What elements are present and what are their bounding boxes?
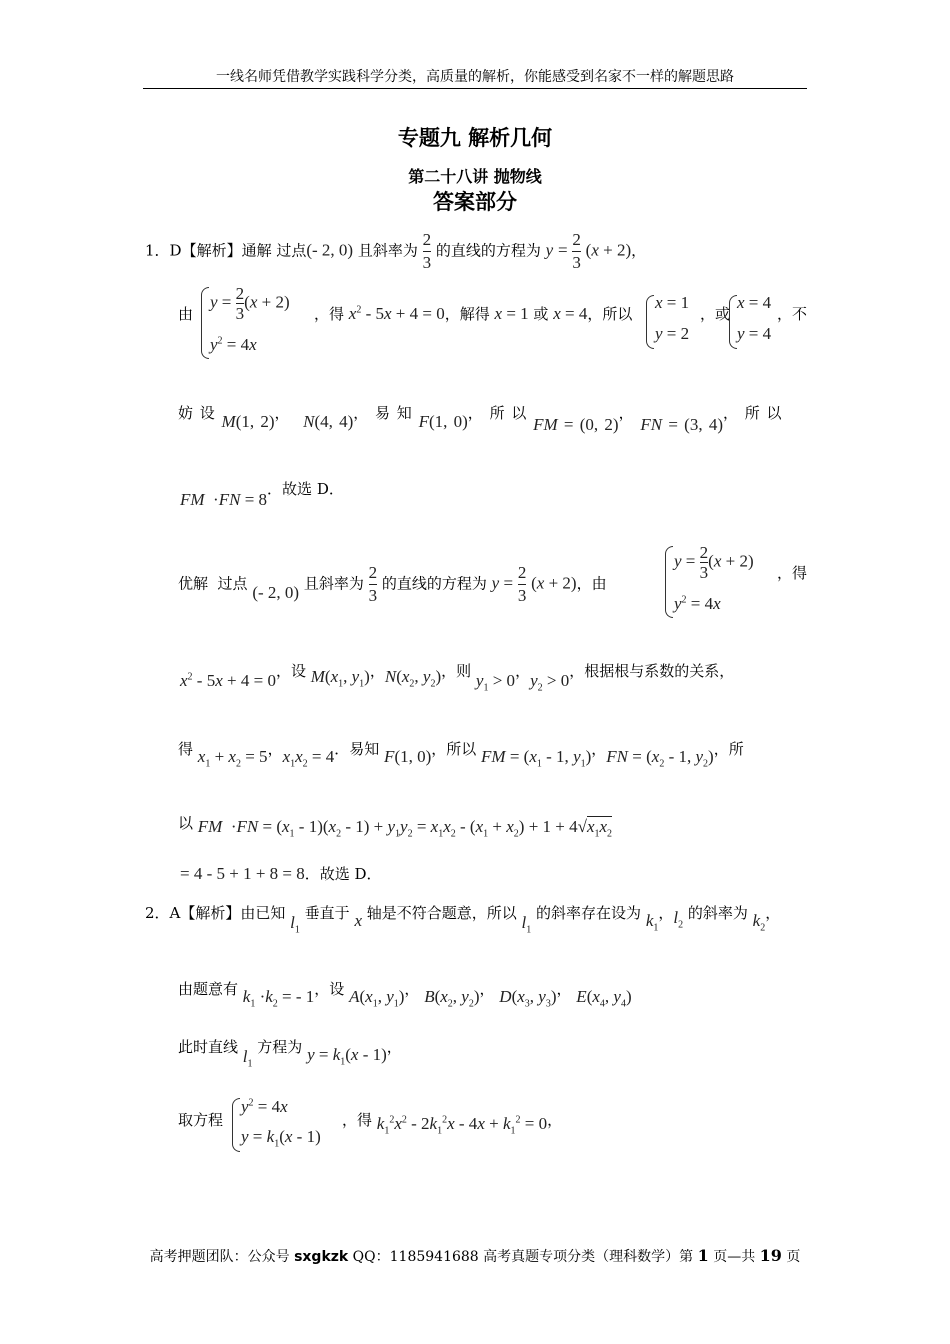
p1-line-2-label: 由 — [178, 305, 194, 323]
p1-not: ，不 — [777, 305, 808, 323]
p1-line-7: 得 $x_1 + x_2 = 5$，$x_1x_2 = 4$．易知 F(1, 0)，所以 FM = ($x_1 - 1$, $y_1$)，FN = ($x_2 - 1$, $y_2$)，所 — [178, 740, 744, 770]
footer-wechat: sxgkzk — [294, 1249, 349, 1265]
p2-system-brace — [232, 1098, 240, 1152]
p1-sol-2a: x = 4 — [737, 293, 772, 312]
footer-team: 高考押题团队：公众号 — [149, 1249, 290, 1265]
answers-title: 答案部分 — [433, 190, 517, 214]
p1-line-2-rest: ，得 $x^2 - 5x + 4 = 0$，解得 x = 1 或 x = 4，所以 — [314, 304, 633, 323]
p1-system-eq1: y = $\frac{2}{3}$ (x + 2) — [210, 284, 290, 323]
p1-system2-brace — [665, 546, 673, 618]
header-banner: 一线名师凭借教学实践科学分类，高质量的解析，你能感受到名家不一样的解题思路 — [216, 69, 734, 85]
p1-line-3: 妨 设 M(1, 2)， N(4, 4)， 易 知 F(1, 0)， 所 以 FM = (0, 2)， FN = (3, 4)， 所 以 — [178, 404, 782, 434]
footer-collection: 高考真题专项分类（理科数学） — [483, 1249, 680, 1265]
p1-line-5: 优解 过点 (- 2, 0) 且斜率为 $\frac{2}{3}$ 的直线的方程为 y = $\frac{2}{3}$ (x + 2)，由 — [178, 563, 607, 605]
p1-sol-2b: y = 4 — [737, 324, 772, 343]
p1-line-4: FM ·FN = 8．故选 D． — [180, 480, 344, 509]
p1-line-8: 以 FM $\cdot FN = (x_1 - 1)(x_2 - 1) + y_1y_2 = x_1x_2 - (x_1 + x_2) + 1 + 4√x_1x_2$ — [178, 814, 613, 840]
header-rule — [143, 88, 807, 89]
topic-title: 专题九 解析几何 — [397, 126, 553, 150]
p2-line-4-label: 取方程 — [178, 1111, 224, 1129]
footer-page-prefix: 第 — [679, 1249, 694, 1265]
p2-line-1: 2．A【解析】由已知 $l_1$ 垂直于 x 轴是不符合题意，所以 $l_1$ 的斜率存在设为 $k_1$，$l_2$ 的斜率为 $k_2$， — [145, 904, 781, 936]
p2-line-2: 由题意有 $k_1 \cdot k_2$ = - 1，设 $A(x_1$, $y_1$)， $B(x_2$, $y_2$)， $D(x_3$, $y_3$)， $E(x_4$, $y_4$) — [178, 980, 632, 1010]
footer-qq: 1185941688 — [389, 1249, 479, 1265]
footer-page-total: 19 — [759, 1246, 782, 1265]
p2-system-eq2: $y = k_1(x - 1)$ — [241, 1127, 321, 1150]
p1-line-6: $x^2 - 5x + 4 = 0$，设 $M(x_1$, $y_1$)，$N(x_2$, $y_2$)，则 $y_1 > 0$，$y_2 > 0$，根据根与系数的关系， — [180, 662, 735, 694]
lecture-title: 第二十八讲 抛物线 — [408, 167, 542, 186]
footer-page-suffix: 页 — [786, 1249, 801, 1265]
p1-sol-1b: y = 2 — [655, 324, 690, 343]
p1-system-eq2: $y^2 = 4x$ — [210, 335, 257, 354]
p1-system-brace — [201, 287, 209, 359]
p2-line-4-rest: ，得 $k_1^2x^2 - 2k_1^2x - 4x + k_1^2 = 0$， — [342, 1111, 563, 1137]
p1-sol-1a: x = 1 — [655, 293, 690, 312]
p1-line-9: = 4 - 5 + 1 + 8 = 8．故选 D． — [180, 864, 382, 883]
p2-line-3: 此时直线 $l_1$ 方程为 $y = k_1(x - 1)$， — [178, 1038, 402, 1070]
footer — [0, 1246, 950, 1266]
footer-qq-label: QQ： — [352, 1249, 390, 1265]
p2-system-eq1: $y^2 = 4x$ — [241, 1097, 288, 1116]
p1-system2-eq1: y = $\frac{2}{3}$ (x + 2) — [674, 543, 754, 582]
p1-line-5-end: ，得 — [777, 564, 808, 582]
p1-or: ，或 — [700, 305, 731, 323]
p1-sol-brace-2 — [729, 295, 737, 349]
p1-sol-brace-1 — [646, 295, 654, 349]
footer-page-current: 1 — [697, 1246, 709, 1265]
footer-page-mid: 页—共 — [713, 1249, 756, 1265]
p1-system2-eq2: $y^2 = 4x$ — [674, 594, 721, 613]
p1-line-1: 1．D【解析】通解 过点(- 2, 0) 且斜率为 $\frac{2}{3}$ 的直线的方程为 y = $\frac{2}{3}$ (x + 2)， — [145, 230, 647, 272]
